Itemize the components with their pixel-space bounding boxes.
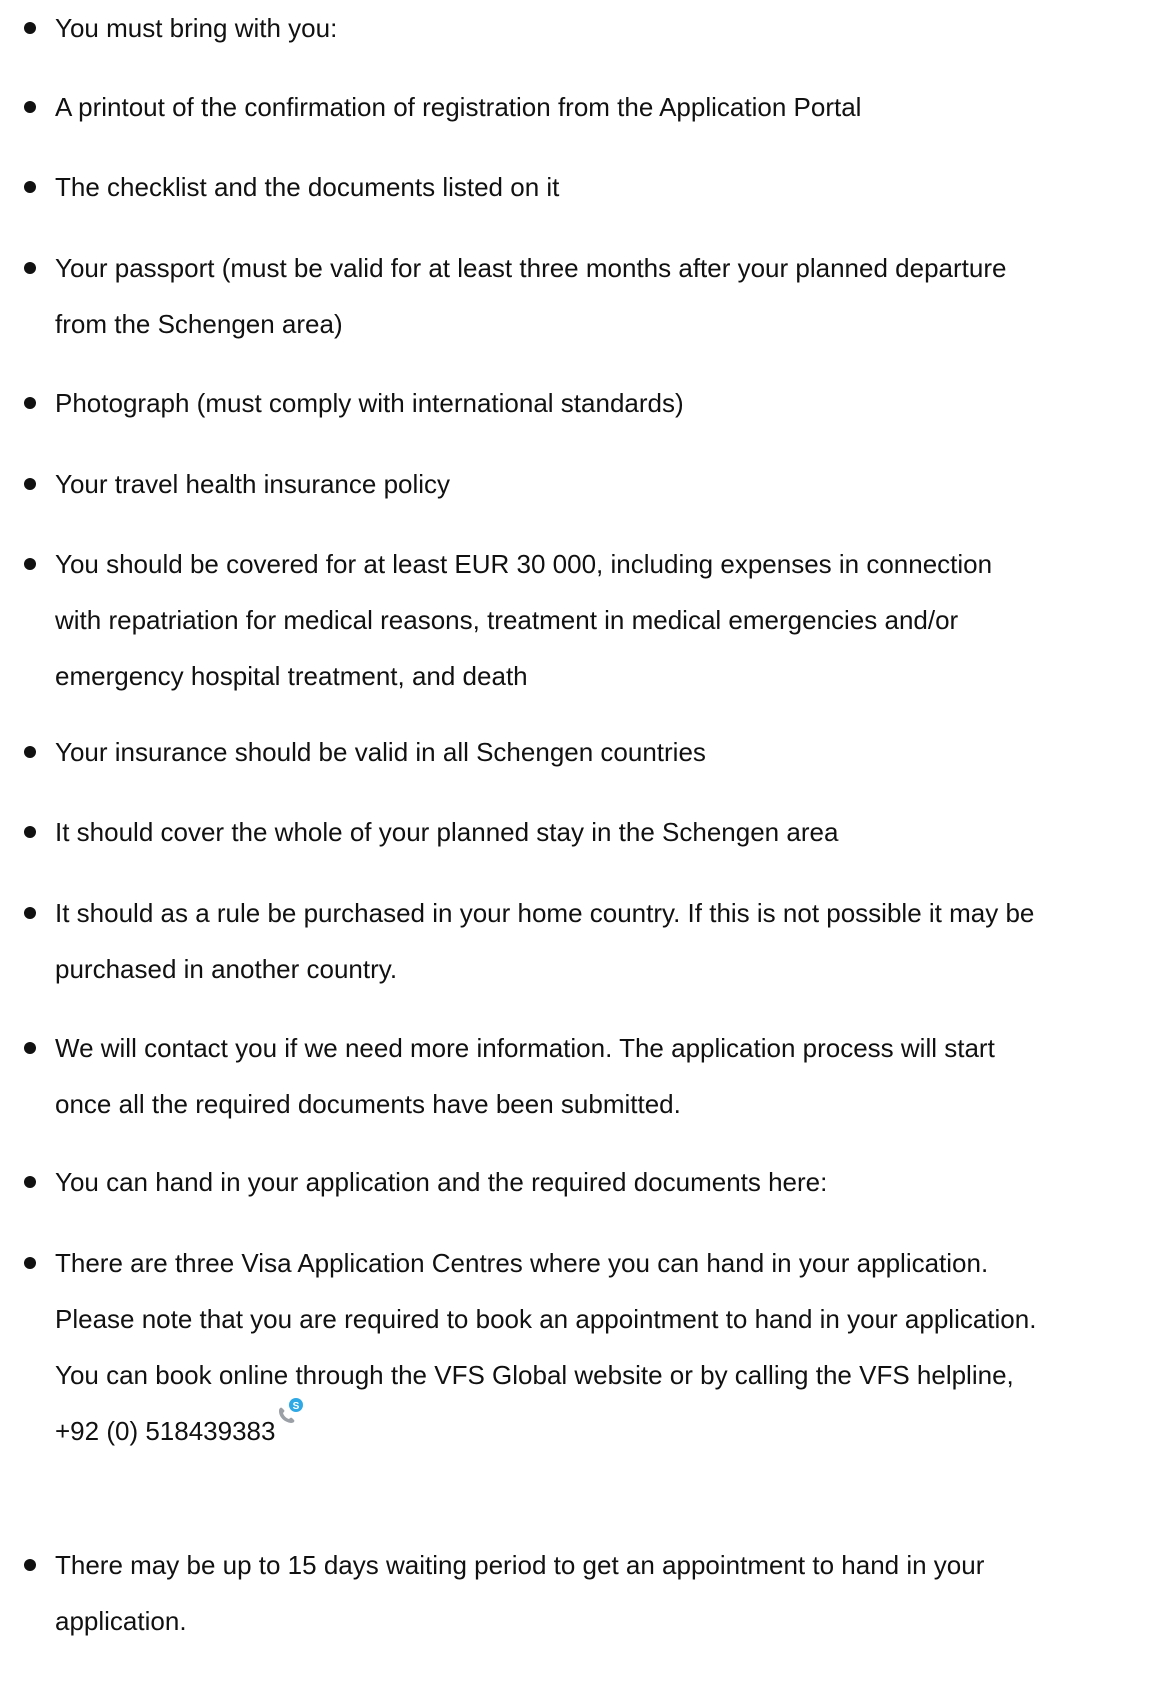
svg-text:S: S — [293, 1401, 300, 1412]
list-item-text: There may be up to 15 days waiting period to get an appointment to hand in your application. — [55, 1550, 985, 1636]
bullet-icon — [24, 1559, 36, 1571]
list-item-text: You can hand in your application and the required documents here: — [55, 1167, 828, 1197]
bullet-icon — [24, 22, 36, 34]
list-item-text: Your travel health insurance policy — [55, 469, 451, 499]
list-item-text: You should be covered for at least EUR 30 000, including expenses in connection with repatriation for medical reasons, treatment in medical emergencies and/or emergency hospital treatment, and death — [55, 549, 993, 691]
list-item-text: Your passport (must be valid for at least three months after your planned departure from the Schengen area) — [55, 253, 1007, 339]
bullet-icon — [24, 101, 36, 113]
bullet-icon — [24, 746, 36, 758]
list-item-text: Your insurance should be valid in all Schengen countries — [55, 737, 706, 767]
list-item-text: The checklist and the documents listed on it — [55, 172, 560, 202]
bullet-icon — [24, 826, 36, 838]
bullet-icon — [24, 1257, 36, 1269]
list-item-text: You must bring with you: — [55, 13, 338, 43]
list-item-text: It should as a rule be purchased in your home country. If this is not possible it may be purchased in another country. — [55, 898, 1035, 984]
bullet-icon — [24, 478, 36, 490]
vfs-helpline-number: +92 (0) 518439383 — [55, 1416, 276, 1446]
list-item-text: A printout of the confirmation of registration from the Application Portal — [55, 92, 862, 122]
list-item-text: Photograph (must comply with international standards) — [55, 388, 684, 418]
bullet-icon — [24, 907, 36, 919]
bullet-icon — [24, 558, 36, 570]
bullet-icon — [24, 262, 36, 274]
bullet-icon — [24, 1176, 36, 1188]
bullet-icon — [24, 181, 36, 193]
bullet-icon — [24, 1042, 36, 1054]
list-item-text: We will contact you if we need more information. The application process will start once all the required documents have been submitted. — [55, 1033, 995, 1119]
list-item-text: There are three Visa Application Centres where you can hand in your application. Please note that you are required to book an appointment to hand in your application. You can book online through the VFS Global website or by calling the VFS helpline, +92 (0) 518439383 S — [55, 1248, 1037, 1446]
list-item-text: It should cover the whole of your planned stay in the Schengen area — [55, 817, 839, 847]
skype-call-icon[interactable] — [275, 1403, 305, 1431]
bullet-icon — [24, 397, 36, 409]
